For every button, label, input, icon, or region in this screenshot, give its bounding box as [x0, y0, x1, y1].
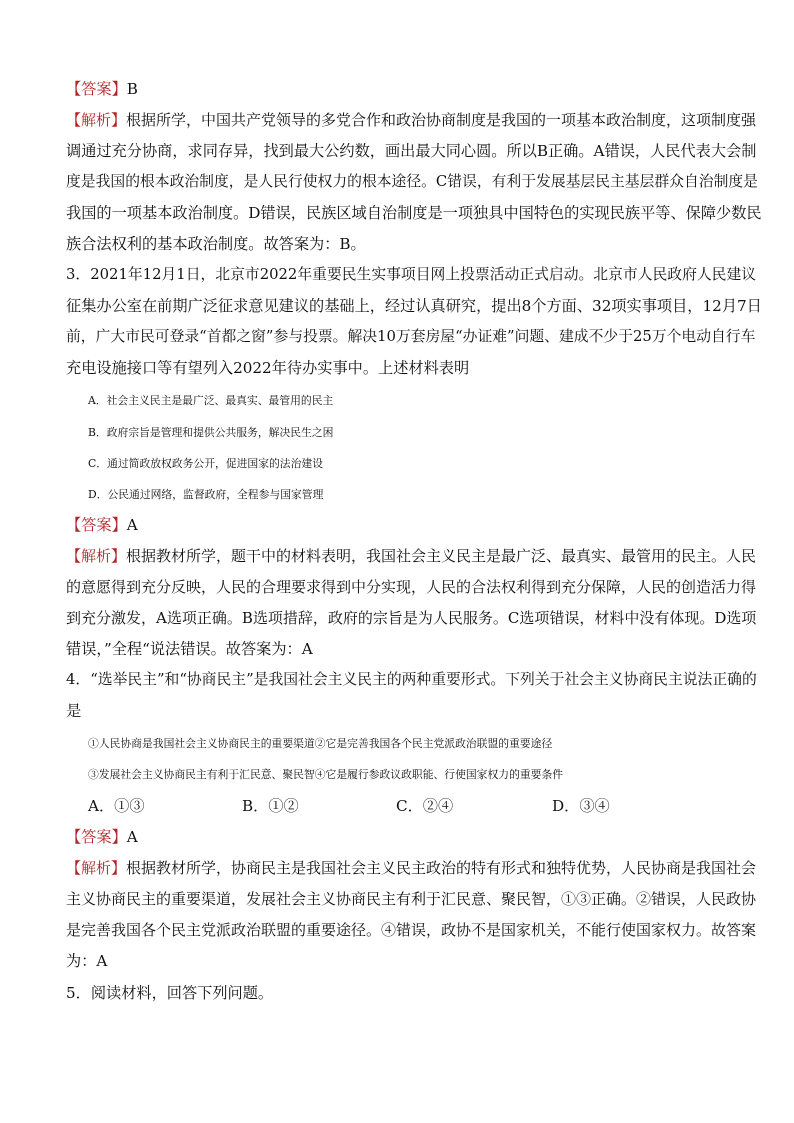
q4-option-c: C．②④	[396, 797, 454, 815]
q4-answer	[66, 827, 756, 847]
answer-value: A	[126, 828, 138, 846]
answer-tag: 【答案】	[66, 80, 127, 98]
q4-stem-line: 4．“选举民主”和“协商民主”是我国社会主义民主的两种重要形式。下列关于社会主义协商民主说法正确的	[66, 671, 757, 688]
q5-stem: 5．阅读材料，回答下列问题。	[66, 984, 274, 1002]
q2-analysis-line: 族合法权利的基本政治制度。故答案为：B。	[66, 235, 366, 253]
q2-analysis-line: 【解析】根据所学，中国共产党领导的多党合作和政治协商制度是我国的一项基本政治制度，这项制度强	[66, 111, 757, 129]
q3-answer	[66, 515, 756, 535]
q2-answer	[66, 79, 756, 99]
answer-value: A	[126, 516, 138, 534]
q3-option-c: C．通过简政放权政务公开，促进国家的法治建设	[88, 457, 323, 470]
analysis-tag: 【解析】	[66, 111, 127, 129]
q4-analysis-line: 是完善我国各个民主党派政治联盟的重要途径。④错误，政协不是国家机关，不能行使国家权力。故答案	[66, 921, 757, 939]
q3-analysis-line: 的意愿得到充分反映，人民的合理要求得到中分实现，人民的合法权利得到充分保障，人民的创造活力得	[66, 578, 757, 596]
q3-option-a: A．社会主义民主是最广泛、最真实、最管用的民主	[88, 394, 334, 407]
analysis-tag: 【解析】	[66, 547, 127, 565]
q2-analysis-line: 我国的一项基本政治制度。D错误，民族区域自治制度是一项独具中国特色的实现民族平等、保障少数民	[66, 204, 762, 222]
q3-stem-line: 前，广大市民可登录“首都之窗”参与投票。解决10万套房屋“办证难”问题、建成不少于25万个电动自行车	[66, 328, 756, 345]
answer-tag: 【答案】	[66, 516, 127, 534]
q4-option-d: D．③④	[552, 797, 610, 815]
q3-analysis-line: 错误，”全程“说法错误。故答案为：A	[66, 640, 313, 658]
q4-stem-line: 是	[66, 702, 82, 720]
q4-statement-line: ③发展社会主义协商民主有利于汇民意、聚民智④它是履行参政议政职能、行使国家权力的重要条件	[88, 768, 564, 781]
answer-value: B	[126, 80, 138, 98]
q4-analysis-line: 【解析】根据教材所学，协商民主是我国社会主义民主政治的特有形式和独特优势，人民协商是我国社会	[66, 859, 757, 877]
q3-stem-line: 3．2021年12月1日，北京市2022年重要民生实事项目网上投票活动正式启动。北京市人民政府人民建议	[66, 266, 757, 283]
q3-analysis-line: 【解析】根据教材所学，题干中的材料表明，我国社会主义民主是最广泛、最真实、最管用的民主。人民	[66, 547, 757, 565]
q3-option-b: B．政府宗旨是管理和提供公共服务，解决民生之困	[88, 426, 334, 439]
q2-analysis-line: 调通过充分协商，求同存异，找到最大公约数，画出最大同心圆。所以B正确。A错误，人民代表大会制	[66, 142, 757, 160]
q3-stem-line: 征集办公室在前期广泛征求意见建议的基础上，经过认真研究，提出8个方面、32项实事项目，12月7日	[66, 297, 762, 315]
q3-analysis-line: 到充分激发，A选项正确。B选项措辞，政府的宗旨是为人民服务。C选项错误，材料中没有体现。D选项	[66, 609, 757, 627]
q3-stem-line: 充电设施接口等有望列入2022年待办实事中。上述材料表明	[66, 359, 470, 377]
q4-statement-line: ①人民协商是我国社会主义协商民主的重要渠道②它是完善我国各个民主党派政治联盟的重要途径	[88, 737, 553, 750]
q4-analysis-line: 为：A	[66, 952, 108, 970]
answer-tag: 【答案】	[66, 828, 127, 846]
q4-option-a: A．①③	[88, 797, 145, 815]
q4-option-b: B．①②	[242, 797, 299, 815]
q2-analysis-line: 度是我国的根本政治制度，是人民行使权力的根本途径。C错误，有利于发展基层民主基层群众自治制度是	[66, 173, 758, 190]
q4-analysis-line: 主义协商民主的重要渠道，发展社会主义协商民主有利于汇民意、聚民智，①③正确。②错误，人民政协	[66, 890, 757, 908]
analysis-tag: 【解析】	[66, 859, 127, 877]
q3-option-d: D．公民通过网络，监督政府，全程参与国家管理	[88, 488, 324, 501]
